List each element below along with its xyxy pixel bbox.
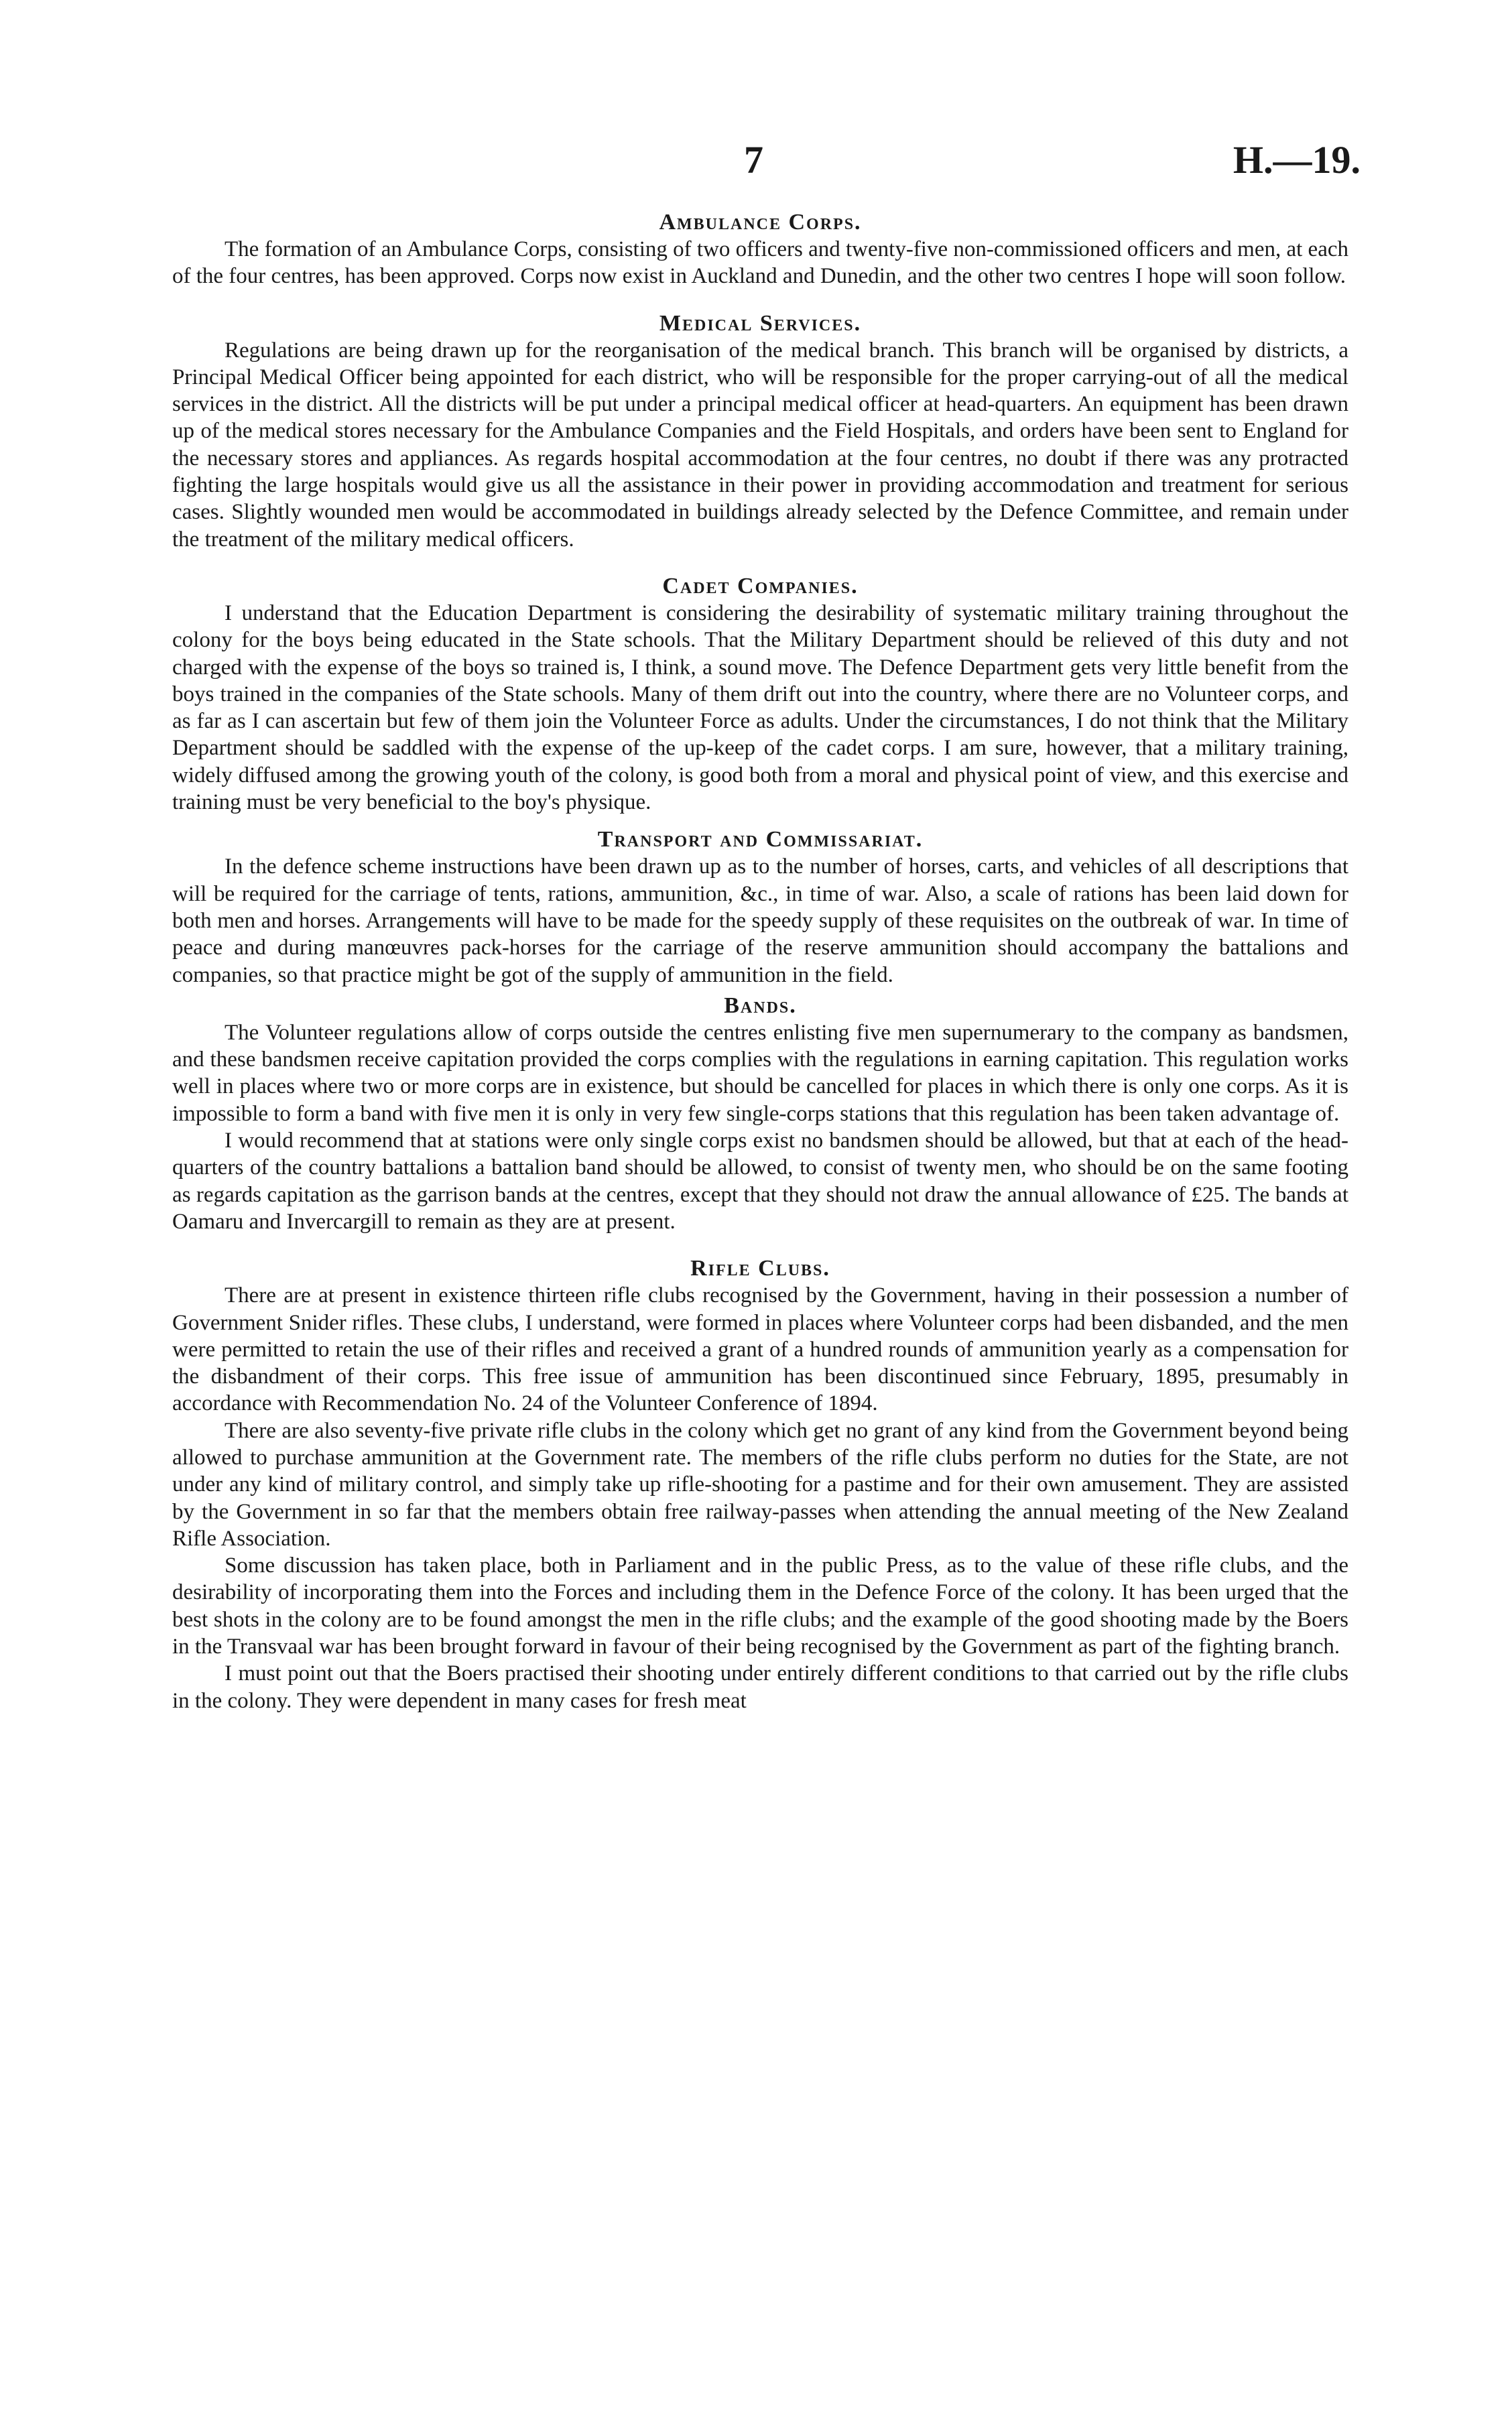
paragraph: In the defence scheme instructions have been drawn up as to the number of horses, carts, and vehicles of all descriptions that will be required for the carriage of tents, rations, ammunition, &c., in time of war. Also, a scale of rations has been laid down for both men and horses. Arrangements will have to be made for the speedy supply of these requisites on the outbreak of war. In time of peace and during manœuvres pack-horses for the carriage of the reserve ammunition should accompany the battalions and companies, so that practice might be got of the supply of ammunition in the field. [172,854,1348,987]
paragraph: I must point out that the Boers practised their shooting under entirely different conditions to that carried out by the rifle clubs in the colony. They were dependent in many cases for fresh meat [172,1661,1348,1713]
paragraph: The formation of an Ambulance Corps, consisting of two officers and twenty-five non-commissioned officers and men, at each of the four centres, has been approved. Corps now exist in Auckland and Dunedin, and the other two centres I hope will soon follow. [172,237,1348,289]
page-number: 7 [744,138,763,182]
paragraph: There are also seventy-five private rifle clubs in the colony which get no grant of any kind from the Government beyond being allowed to purchase ammunition at the Government rate. The members of the rifle clubs perform no duties for the State, are not under any kind of military control, and simply take up rifle-shooting for a pastime and for their own amusement. They are assisted by the Government in so far that the members obtain free railway-passes when attending the annual meeting of the New Zealand Rifle Association. [172,1418,1348,1551]
section-bands [172,993,1348,1235]
page-header [0,137,1512,191]
paragraph: I understand that the Education Department is considering the desirability of systematic military training throughout the colony for the boys being educated in the State schools. That the Military Department should be relieved of this duty and not charged with the expense of the boys so trained is, I think, a sound move. The Defence Department gets very little benefit from the boys trained in the companies of the State schools. Many of them drift out into the country, where there are no Volunteer corps, and as far as I can ascertain but few of them join the Volunteer Force as adults. Under the circumstances, I do not think that the Military Department should be saddled with the expense of the up-keep of the cadet corps. I am sure, however, that a military training, widely diffused among the growing youth of the colony, is good both from a moral and physical point of view, and this exercise and training must be very beneficial to the boy's physique. [172,600,1348,815]
paragraph: The Volunteer regulations allow of corps outside the centres enlisting five men supernumerary to the company as bandsmen, and these bandsmen receive capitation provided the corps complies with the regulations in earning capitation. This regulation works well in places where two or more corps are in existence, but should be cancelled for places in which there is only one corps. As it is impossible to form a band with five men it is only in very few single-corps stations that this regulation has been taken advantage of. [172,1020,1348,1126]
section-ambulance-corps [172,209,1348,290]
section-transport-and-commissariat [172,826,1348,988]
section-heading: Transport and Commissariat. [597,827,924,852]
section-rifle-clubs [172,1255,1348,1714]
document-body [172,209,1348,1714]
document-reference: H.—19. [1233,138,1361,182]
section-heading: Bands. [724,993,797,1018]
paragraph: I would recommend that at stations were only single corps exist no bandsmen should be allowed, but that at each of the head-quarters of the country battalions a battalion band should be allowed, to consist of twenty men, who should be on the same footing as regards capitation as the garrison bands at the centres, except that they should not draw the annual allowance of £25. The bands at Oamaru and Invercargill to remain as they are at present. [172,1129,1348,1234]
section-heading: Rifle Clubs. [690,1256,830,1281]
section-heading: Medical Services. [659,310,862,336]
section-medical-services [172,310,1348,553]
paragraph: Regulations are being drawn up for the reorganisation of the medical branch. This branch will be organised by districts, a Principal Medical Officer being appointed for each district, who will be responsible for the proper carrying-out of all the medical services in the district. All the districts will be put under a principal medical officer at head-quarters. An equipment has been drawn up of the medical stores necessary for the Ambulance Companies and the Field Hospitals, and orders have been sent to England for the necessary stores and appliances. As regards hospital accommodation at the four centres, no doubt if there was any protracted fighting the large hospitals would give us all the assistance in their power in providing accommodation and treatment for serious cases. Slightly wounded men would be accommodated in buildings already selected by the Defence Committee, and remain under the treatment of the military medical officers. [172,338,1348,552]
section-heading: Ambulance Corps. [659,210,862,235]
paragraph: Some discussion has taken place, both in Parliament and in the public Press, as to the value of these rifle clubs, and the desirability of incorporating them into the Forces and including them in the Defence Force of the colony. It has been urged that the best shots in the colony are to be found amongst the men in the rifle clubs; and the example of the good shooting made by the Boers in the Transvaal war has been brought forward in favour of their being recognised by the Government as part of the fighting branch. [172,1553,1348,1659]
paragraph: There are at present in existence thirteen rifle clubs recognised by the Government, having in their possession a number of Government Snider rifles. These clubs, I understand, were formed in places where Volunteer corps had been disbanded, and the men were permitted to retain the use of their rifles and received a grant of a hundred rounds of ammunition yearly as a compensation for the disbandment of their corps. This free issue of ammunition has been discontinued since February, 1895, presumably in accordance with Recommendation No. 24 of the Volunteer Conference of 1894. [172,1283,1348,1416]
section-heading: Cadet Companies. [662,573,859,598]
section-cadet-companies [172,573,1348,816]
